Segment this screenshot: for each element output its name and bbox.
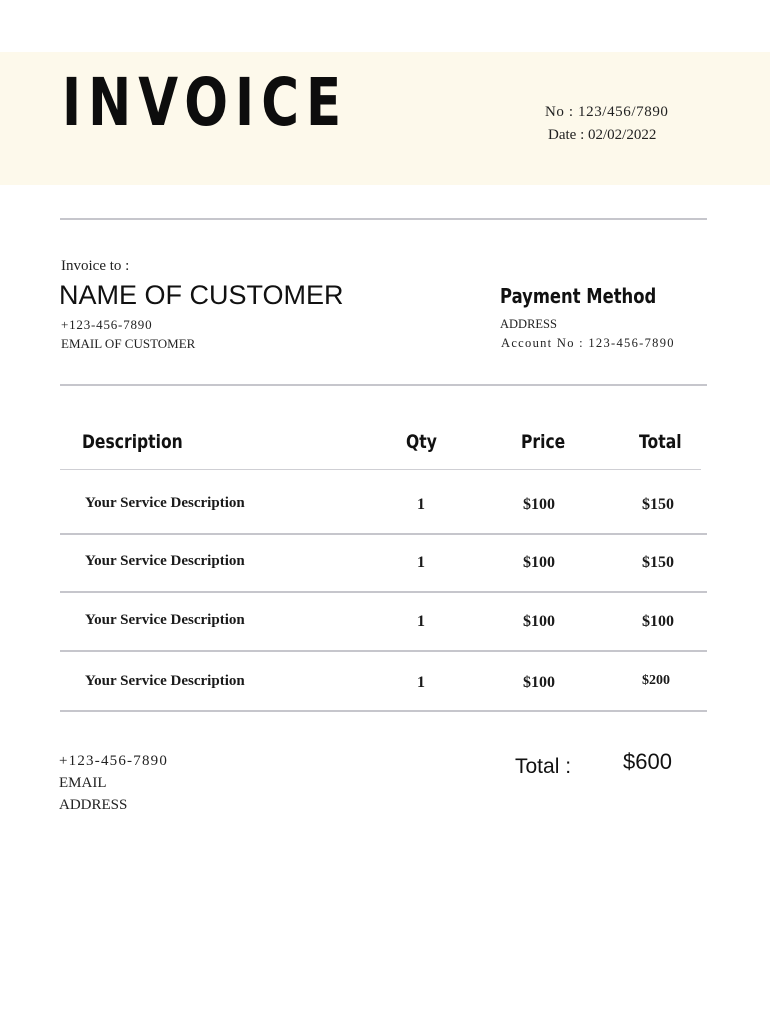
row-total: $200 — [642, 673, 670, 688]
total-label: Total : — [515, 755, 572, 778]
row-description: Your Service Description — [85, 553, 245, 569]
divider — [60, 384, 707, 386]
column-header-qty: Qty — [406, 431, 437, 453]
customer-name: NAME OF CUSTOMER — [59, 280, 344, 310]
row-divider — [60, 650, 707, 652]
row-qty: 1 — [417, 554, 425, 571]
total-value: $600 — [623, 749, 672, 774]
row-divider — [60, 591, 707, 593]
row-qty: 1 — [417, 674, 425, 691]
row-description: Your Service Description — [85, 673, 245, 689]
row-qty: 1 — [417, 496, 425, 513]
row-divider — [60, 533, 707, 535]
customer-phone: +123-456-7890 — [61, 317, 153, 332]
invoice-title: INVOICE — [62, 64, 349, 141]
header-underline — [60, 469, 701, 470]
column-header-description: Description — [82, 431, 183, 453]
customer-email: EMAIL OF CUSTOMER — [61, 336, 196, 351]
row-description: Your Service Description — [85, 495, 245, 511]
column-header-total: Total — [639, 431, 682, 453]
payment-address: ADDRESS — [500, 317, 557, 331]
payment-account: Account No : 123-456-7890 — [501, 336, 675, 350]
divider — [60, 218, 707, 220]
row-price: $100 — [523, 674, 555, 691]
payment-method-heading: Payment Method — [500, 284, 657, 308]
column-header-price: Price — [521, 431, 566, 453]
invoice-to-label: Invoice to : — [61, 258, 130, 274]
footer-address: ADDRESS — [59, 797, 128, 813]
row-price: $100 — [523, 554, 555, 571]
row-total: $150 — [642, 554, 674, 571]
row-price: $100 — [523, 496, 555, 513]
row-total: $100 — [642, 613, 674, 630]
row-qty: 1 — [417, 613, 425, 630]
row-total: $150 — [642, 496, 674, 513]
invoice-date: Date : 02/02/2022 — [548, 127, 657, 143]
divider — [60, 710, 707, 712]
footer-email: EMAIL — [59, 775, 107, 791]
row-price: $100 — [523, 613, 555, 630]
row-description: Your Service Description — [85, 612, 245, 628]
footer-phone: +123-456-7890 — [59, 753, 169, 769]
invoice-number: No : 123/456/7890 — [545, 104, 669, 120]
